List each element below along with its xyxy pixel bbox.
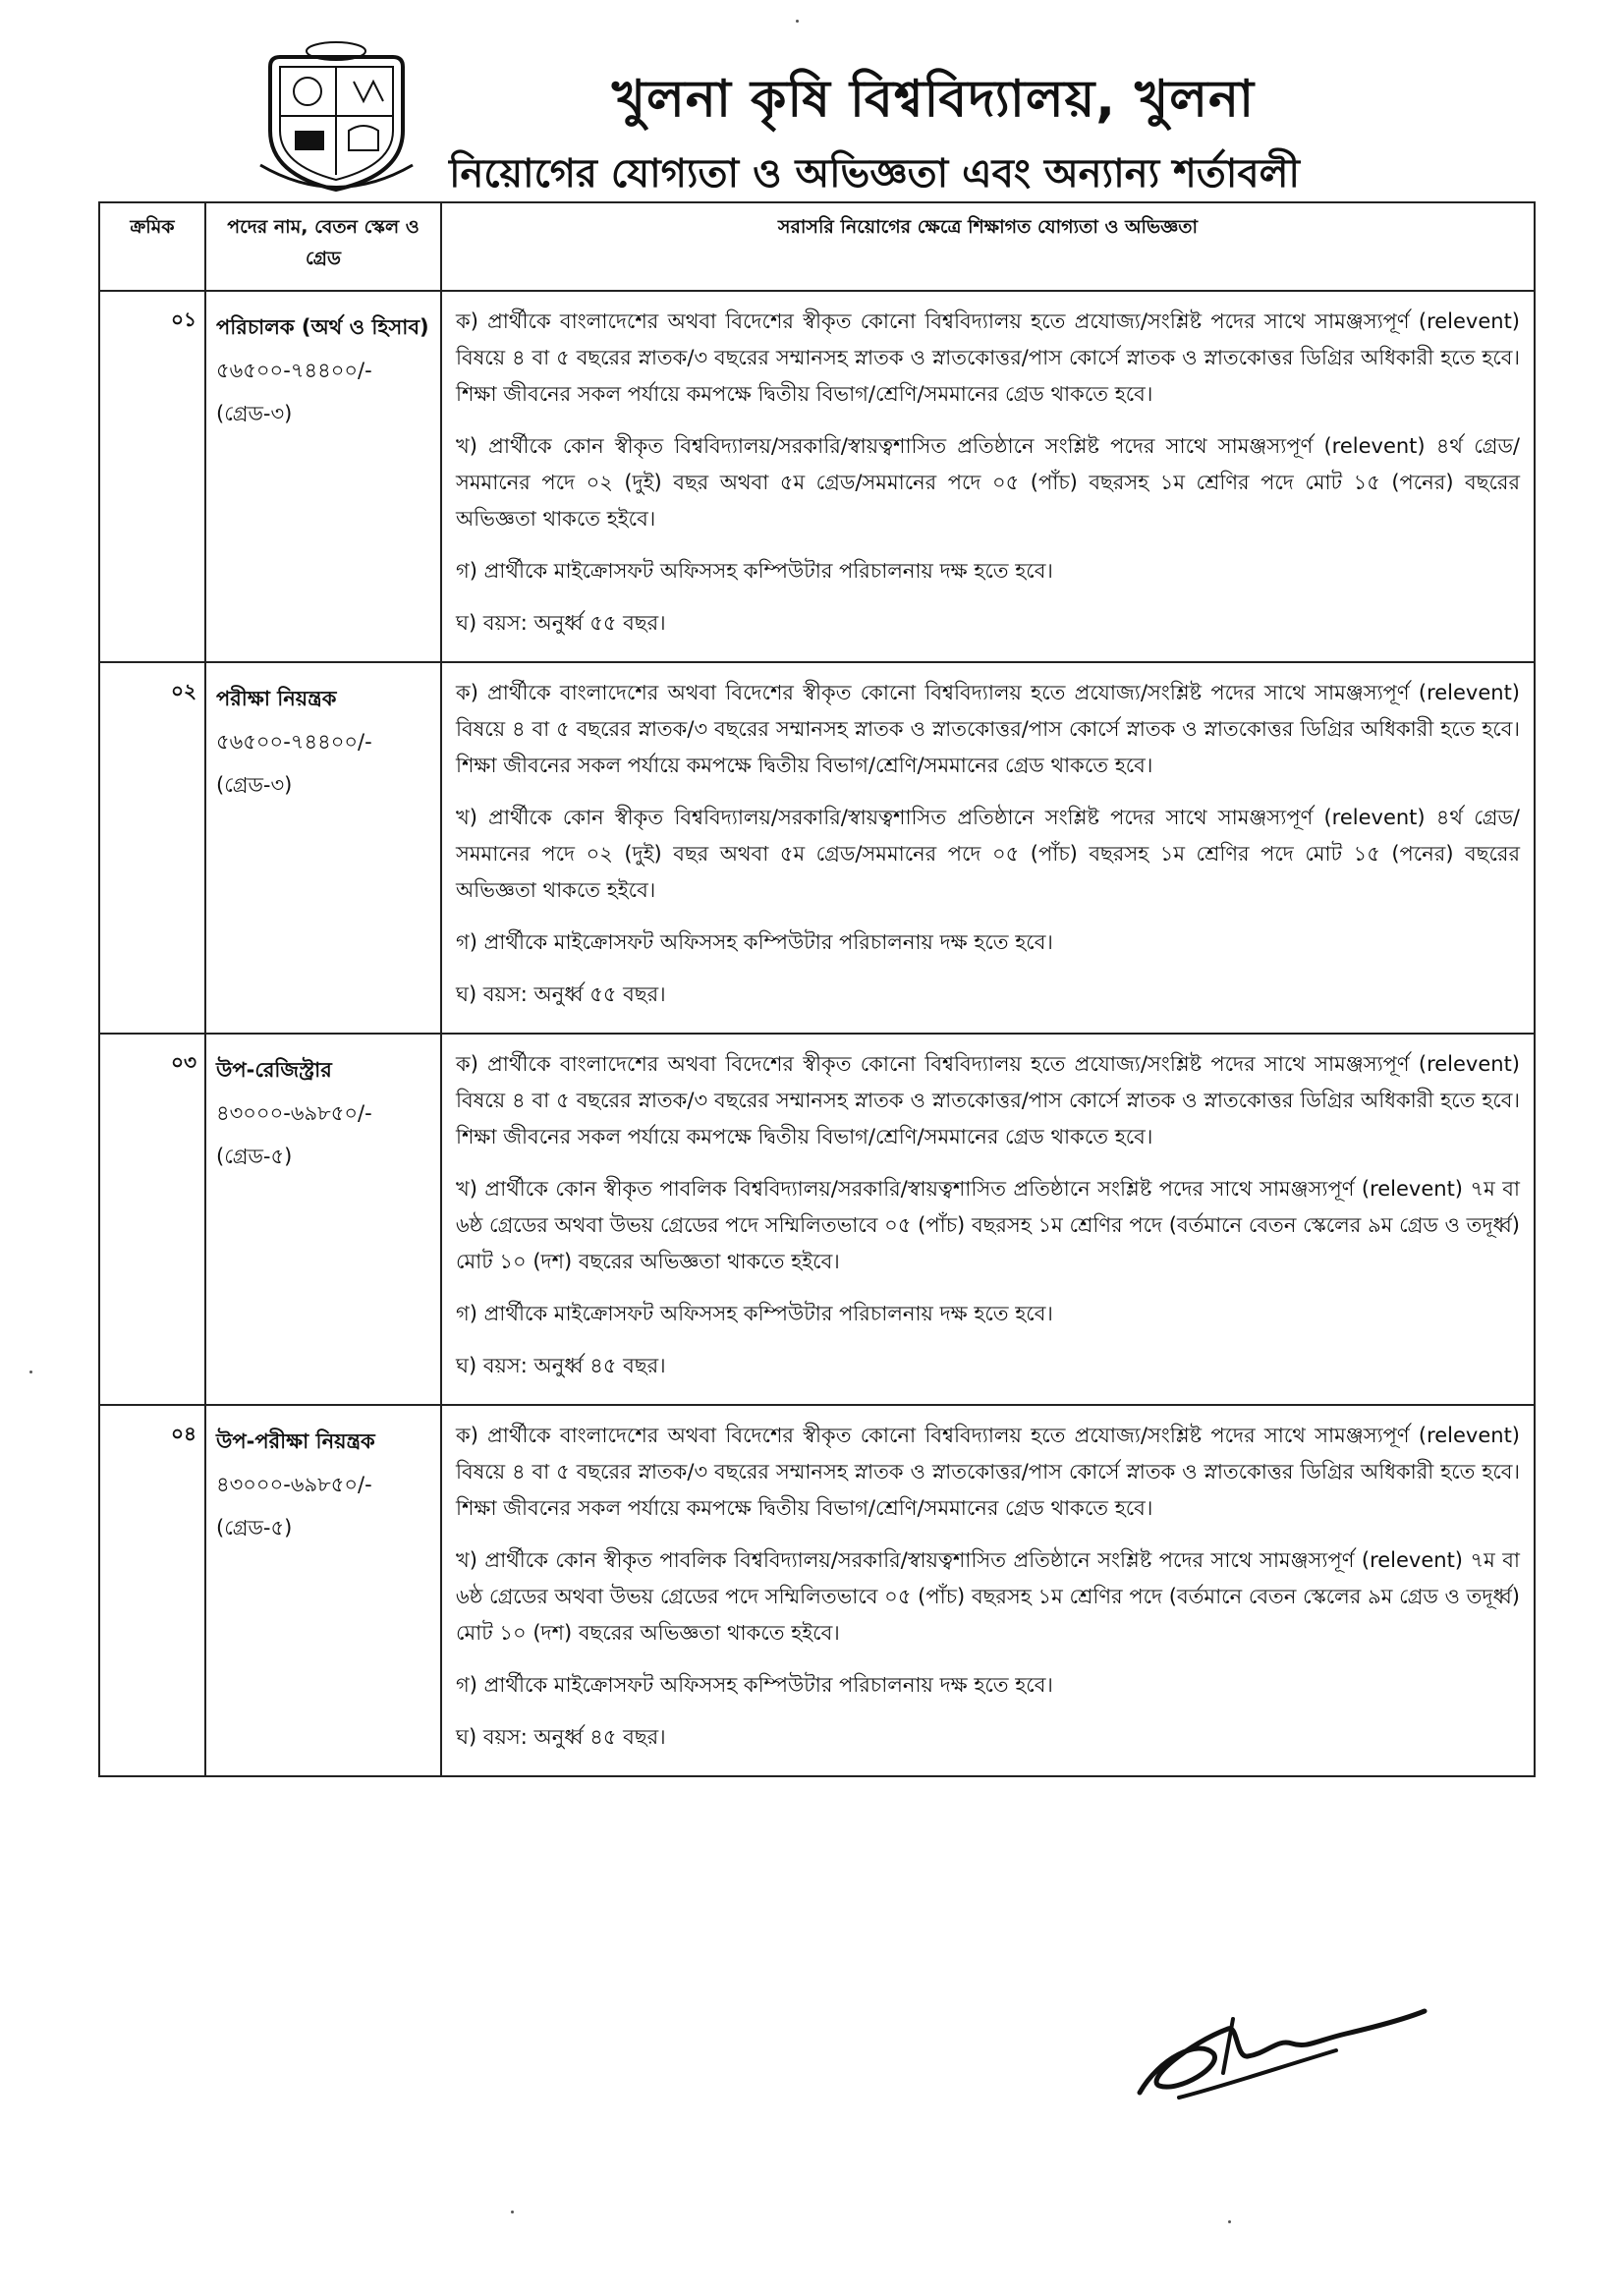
row-serial: ০৩	[99, 1034, 205, 1405]
table-header-row	[99, 202, 1535, 291]
row-requirements	[441, 291, 1535, 662]
pay-scale: ৪৩০০০-৬৯৮৫০/-	[216, 1101, 372, 1125]
row-post	[205, 291, 441, 662]
grade: (গ্রেড-৩)	[216, 402, 293, 425]
row-requirements	[441, 662, 1535, 1034]
requirement-item: ক) প্রার্থীকে বাংলাদেশের অথবা বিদেশের স্বীকৃত কোনো বিশ্ববিদ্যালয় হতে প্রযোজ্য/সংশ্লিষ্ট পদের সাথে সামঞ্জস্যপূর্ণ (relevent) বিষয়ে ৪ বা ৫ বছরের স্নাতক/৩ বছরের সম্মানসহ স্নাতক ও স্নাতকোত্তর/পাস কোর্সে স্নাতক ও স্নাতকোত্তর ডিগ্রির অধিকারী হতে হবে। শিক্ষা জীবনের সকল পর্যায়ে কমপক্ষে দ্বিতীয় বিভাগ/শ্রেণি/সমমানের গ্রেড থাকতে হবে।	[456, 681, 1520, 777]
grade: (গ্রেড-৫)	[216, 1145, 293, 1168]
requirement-item: ঘ) বয়স: অনুর্ধ্ব ৫৫ বছর।	[456, 982, 666, 1006]
row-serial: ০১	[99, 291, 205, 662]
page-subtitle: নিয়োগের যোগ্যতা ও অভিজ্ঞতা এবং অন্যান্য শর্তাবলী	[449, 151, 1300, 196]
document-header	[0, 0, 1624, 206]
pay-scale: ৫৬৫০০-৭৪৪০০/-	[216, 359, 372, 382]
row-post	[205, 1034, 441, 1405]
requirement-item: ক) প্রার্থীকে বাংলাদেশের অথবা বিদেশের স্বীকৃত কোনো বিশ্ববিদ্যালয় হতে প্রযোজ্য/সংশ্লিষ্ট পদের সাথে সামঞ্জস্যপূর্ণ (relevent) বিষয়ে ৪ বা ৫ বছরের স্নাতক/৩ বছরের সম্মানসহ স্নাতক ও স্নাতকোত্তর/পাস কোর্সে স্নাতক ও স্নাতকোত্তর ডিগ্রির অধিকারী হতে হবে। শিক্ষা জীবনের সকল পর্যায়ে কমপক্ষে দ্বিতীয় বিভাগ/শ্রেণি/সমমানের গ্রেড থাকতে হবে।	[456, 1052, 1520, 1148]
scan-speck	[796, 20, 799, 23]
post-name: পরীক্ষা নিয়ন্ত্রক	[216, 687, 337, 710]
header-serial: ক্রমিক	[99, 202, 205, 291]
requirement-item: ক) প্রার্থীকে বাংলাদেশের অথবা বিদেশের স্বীকৃত কোনো বিশ্ববিদ্যালয় হতে প্রযোজ্য/সংশ্লিষ্ট পদের সাথে সামঞ্জস্যপূর্ণ (relevent) বিষয়ে ৪ বা ৫ বছরের স্নাতক/৩ বছরের সম্মানসহ স্নাতক ও স্নাতকোত্তর/পাস কোর্সে স্নাতক ও স্নাতকোত্তর ডিগ্রির অধিকারী হতে হবে। শিক্ষা জীবনের সকল পর্যায়ে কমপক্ষে দ্বিতীয় বিভাগ/শ্রেণি/সমমানের গ্রেড থাকতে হবে।	[456, 309, 1520, 406]
university-seal-icon	[251, 37, 422, 195]
requirement-item: ঘ) বয়স: অনুর্ধ্ব ৪৫ বছর।	[456, 1354, 666, 1377]
requirement-item: ঘ) বয়স: অনুর্ধ্ব ৫৫ বছর।	[456, 611, 666, 635]
grade: (গ্রেড-৫)	[216, 1516, 293, 1540]
pay-scale: ৫৬৫০০-৭৪৪০০/-	[216, 730, 372, 754]
post-name: পরিচালক (অর্থ ও হিসাব)	[216, 315, 429, 339]
requirement-item: খ) প্রার্থীকে কোন স্বীকৃত পাবলিক বিশ্ববিদ্যালয়/সরকারি/স্বায়ত্বশাসিত প্রতিষ্ঠানে সংশ্লিষ্ট পদের সাথে সামঞ্জস্যপূর্ণ (relevent) ৭ম বা ৬ষ্ঠ গ্রেডের অথবা উভয় গ্রেডের পদে সম্মিলিতভাবে ০৫ (পাঁচ) বছরসহ ১ম শ্রেণির পদে (বর্তমানে বেতন স্কেলের ৯ম গ্রেড ও তদূর্ধ্ব) মোট ১০ (দশ) বছরের অভিজ্ঞতা থাকতে হইবে।	[456, 1177, 1520, 1273]
requirement-item: খ) প্রার্থীকে কোন স্বীকৃত বিশ্ববিদ্যালয়/সরকারি/স্বায়ত্বশাসিত প্রতিষ্ঠানে সংশ্লিষ্ট পদের সাথে সামঞ্জস্যপূর্ণ (relevent) ৪র্থ গ্রেড/সমমানের পদে ০২ (দুই) বছর অথবা ৫ম গ্রেড/সমমানের পদে ০৫ (পাঁচ) বছরসহ ১ম শ্রেণির পদে মোট ১৫ (পনের) বছরের অভিজ্ঞতা থাকতে হইবে।	[456, 434, 1520, 531]
pay-scale: ৪৩০০০-৬৯৮৫০/-	[216, 1473, 372, 1496]
requirement-item: গ) প্রার্থীকে মাইক্রোসফট অফিসসহ কম্পিউটার পরিচালনায় দক্ষ হতে হবে।	[456, 559, 1053, 583]
post-name: উপ-পরীক্ষা নিয়ন্ত্রক	[216, 1429, 375, 1453]
row-requirements	[441, 1034, 1535, 1405]
row-requirements	[441, 1405, 1535, 1776]
requirement-item: ক) প্রার্থীকে বাংলাদেশের অথবা বিদেশের স্বীকৃত কোনো বিশ্ববিদ্যালয় হতে প্রযোজ্য/সংশ্লিষ্ট পদের সাথে সামঞ্জস্যপূর্ণ (relevent) বিষয়ে ৪ বা ৫ বছরের স্নাতক/৩ বছরের সম্মানসহ স্নাতক ও স্নাতকোত্তর/পাস কোর্সে স্নাতক ও স্নাতকোত্তর ডিগ্রির অধিকারী হতে হবে। শিক্ষা জীবনের সকল পর্যায়ে কমপক্ষে দ্বিতীয় বিভাগ/শ্রেণি/সমমানের গ্রেড থাকতে হবে।	[456, 1424, 1520, 1520]
grade: (গ্রেড-৩)	[216, 773, 293, 797]
requirement-item: গ) প্রার্থীকে মাইক্রোসফট অফিসসহ কম্পিউটার পরিচালনায় দক্ষ হতে হবে।	[456, 930, 1053, 954]
table-row	[99, 291, 1535, 662]
requirement-item: খ) প্রার্থীকে কোন স্বীকৃত বিশ্ববিদ্যালয়/সরকারি/স্বায়ত্বশাসিত প্রতিষ্ঠানে সংশ্লিষ্ট পদের সাথে সামঞ্জস্যপূর্ণ (relevent) ৪র্থ গ্রেড/সমমানের পদে ০২ (দুই) বছর অথবা ৫ম গ্রেড/সমমানের পদে ০৫ (পাঁচ) বছরসহ ১ম শ্রেণির পদে মোট ১৫ (পনের) বছরের অভিজ্ঞতা থাকতে হইবে।	[456, 806, 1520, 902]
header-requirements: সরাসরি নিয়োগের ক্ষেত্রে শিক্ষাগত যোগ্যতা ও অভিজ্ঞতা	[441, 202, 1535, 291]
table-row	[99, 662, 1535, 1034]
handwritten-signature-icon	[1120, 1999, 1434, 2107]
requirements-table	[98, 201, 1536, 1777]
table-row	[99, 1034, 1535, 1405]
scan-speck	[511, 2211, 514, 2213]
row-serial: ০৪	[99, 1405, 205, 1776]
scan-speck	[1228, 2220, 1231, 2223]
requirement-item: খ) প্রার্থীকে কোন স্বীকৃত পাবলিক বিশ্ববিদ্যালয়/সরকারি/স্বায়ত্বশাসিত প্রতিষ্ঠানে সংশ্লিষ্ট পদের সাথে সামঞ্জস্যপূর্ণ (relevent) ৭ম বা ৬ষ্ঠ গ্রেডের অথবা উভয় গ্রেডের পদে সম্মিলিতভাবে ০৫ (পাঁচ) বছরসহ ১ম শ্রেণির পদে (বর্তমানে বেতন স্কেলের ৯ম গ্রেড ও তদূর্ধ্ব) মোট ১০ (দশ) বছরের অভিজ্ঞতা থাকতে হইবে।	[456, 1548, 1520, 1645]
row-post	[205, 1405, 441, 1776]
header-post: পদের নাম, বেতন স্কেল ও গ্রেড	[205, 202, 441, 291]
row-serial: ০২	[99, 662, 205, 1034]
requirement-item: গ) প্রার্থীকে মাইক্রোসফট অফিসসহ কম্পিউটার পরিচালনায় দক্ষ হতে হবে।	[456, 1673, 1053, 1697]
page-title: খুলনা কৃষি বিশ্ববিদ্যালয়, খুলনা	[611, 70, 1256, 129]
requirement-item: ঘ) বয়স: অনুর্ধ্ব ৪৫ বছর।	[456, 1725, 666, 1749]
table-row	[99, 1405, 1535, 1776]
row-post	[205, 662, 441, 1034]
post-name: উপ-রেজিস্ট্রার	[216, 1058, 332, 1082]
requirement-item: গ) প্রার্থীকে মাইক্রোসফট অফিসসহ কম্পিউটার পরিচালনায় দক্ষ হতে হবে।	[456, 1302, 1053, 1325]
scan-speck	[29, 1371, 32, 1373]
